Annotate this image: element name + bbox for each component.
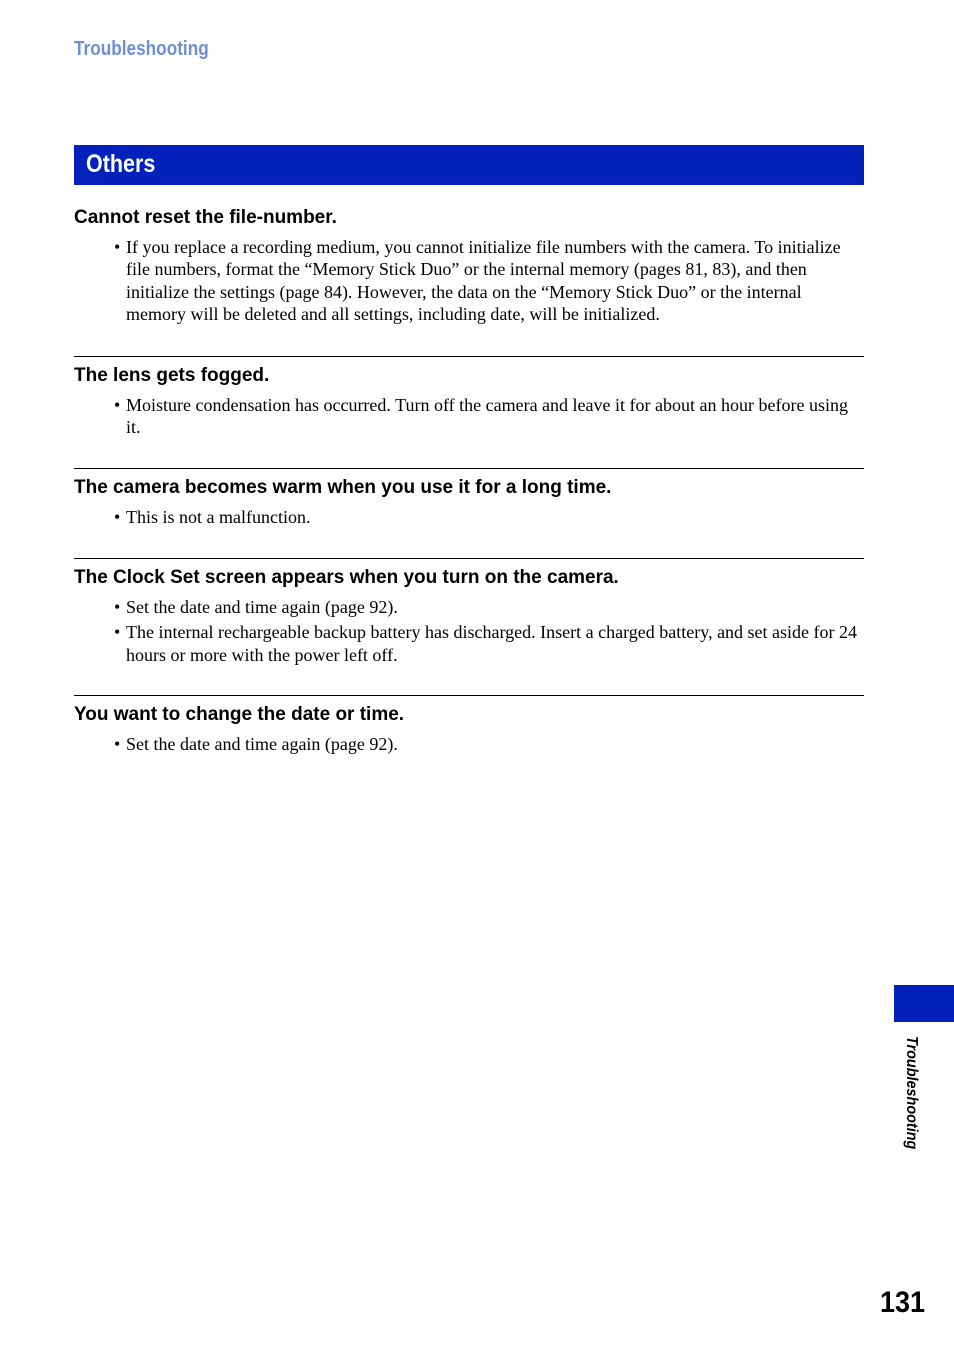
question-heading: The Clock Set screen appears when you turn on the camera. — [74, 567, 619, 588]
page-number: 131 — [880, 1286, 926, 1319]
answer-text: Set the date and time again (page 92). — [126, 734, 398, 754]
qa-item-camera-warm — [74, 468, 864, 531]
answer-item — [74, 506, 864, 528]
bullet-icon: • — [114, 597, 121, 617]
answer-item — [74, 621, 864, 666]
section-header-bar — [74, 145, 864, 185]
answer-text: Moisture condensation has occurred. Turn off the camera and leave it for about an hour before using it. — [126, 395, 848, 438]
qa-item-file-number — [74, 206, 864, 329]
question-heading: You want to change the date or time. — [74, 704, 405, 725]
bullet-icon: • — [114, 622, 121, 643]
bullet-icon: • — [114, 507, 121, 527]
answer-text: Set the date and time again (page 92). — [126, 597, 398, 617]
answer-list — [74, 733, 864, 755]
answer-item — [74, 596, 864, 618]
answer-text: The internal rechargeable backup battery has discharged. Insert a charged battery, and set aside for 24 hours or more with the power left off. — [126, 622, 858, 665]
chapter-tab-marker — [894, 985, 954, 1022]
qa-item-change-date — [74, 695, 864, 758]
answer-item — [74, 236, 864, 326]
chapter-tab-label: Troubleshooting — [903, 1036, 920, 1150]
qa-item-clock-set — [74, 558, 864, 669]
answer-text: This is not a malfunction. — [126, 507, 311, 527]
answer-list — [74, 394, 864, 439]
question-heading: The camera becomes warm when you use it for a long time. — [74, 477, 612, 498]
question-heading: Cannot reset the file-number. — [74, 207, 337, 228]
bullet-icon: • — [114, 237, 121, 257]
answer-item — [74, 733, 864, 755]
running-head: Troubleshooting — [74, 38, 209, 60]
bullet-icon: • — [114, 395, 121, 415]
answer-item — [74, 394, 864, 439]
question-heading: The lens gets fogged. — [74, 365, 270, 386]
qa-item-lens-fogged — [74, 356, 864, 442]
answer-text: If you replace a recording medium, you cannot initialize file numbers with the camera. To initialize file numbers, format the “Memory Stick Duo” or the internal memory (pages 81, 83), and then initialize the settings (page 84). However, the data on the “Memory Stick Duo” or the internal memory will be deleted and all settings, including date, will be initialized. — [126, 237, 841, 325]
section-title: Others — [86, 150, 156, 178]
answer-list — [74, 236, 864, 326]
bullet-icon: • — [114, 734, 121, 754]
answer-list — [74, 596, 864, 666]
answer-list — [74, 506, 864, 528]
